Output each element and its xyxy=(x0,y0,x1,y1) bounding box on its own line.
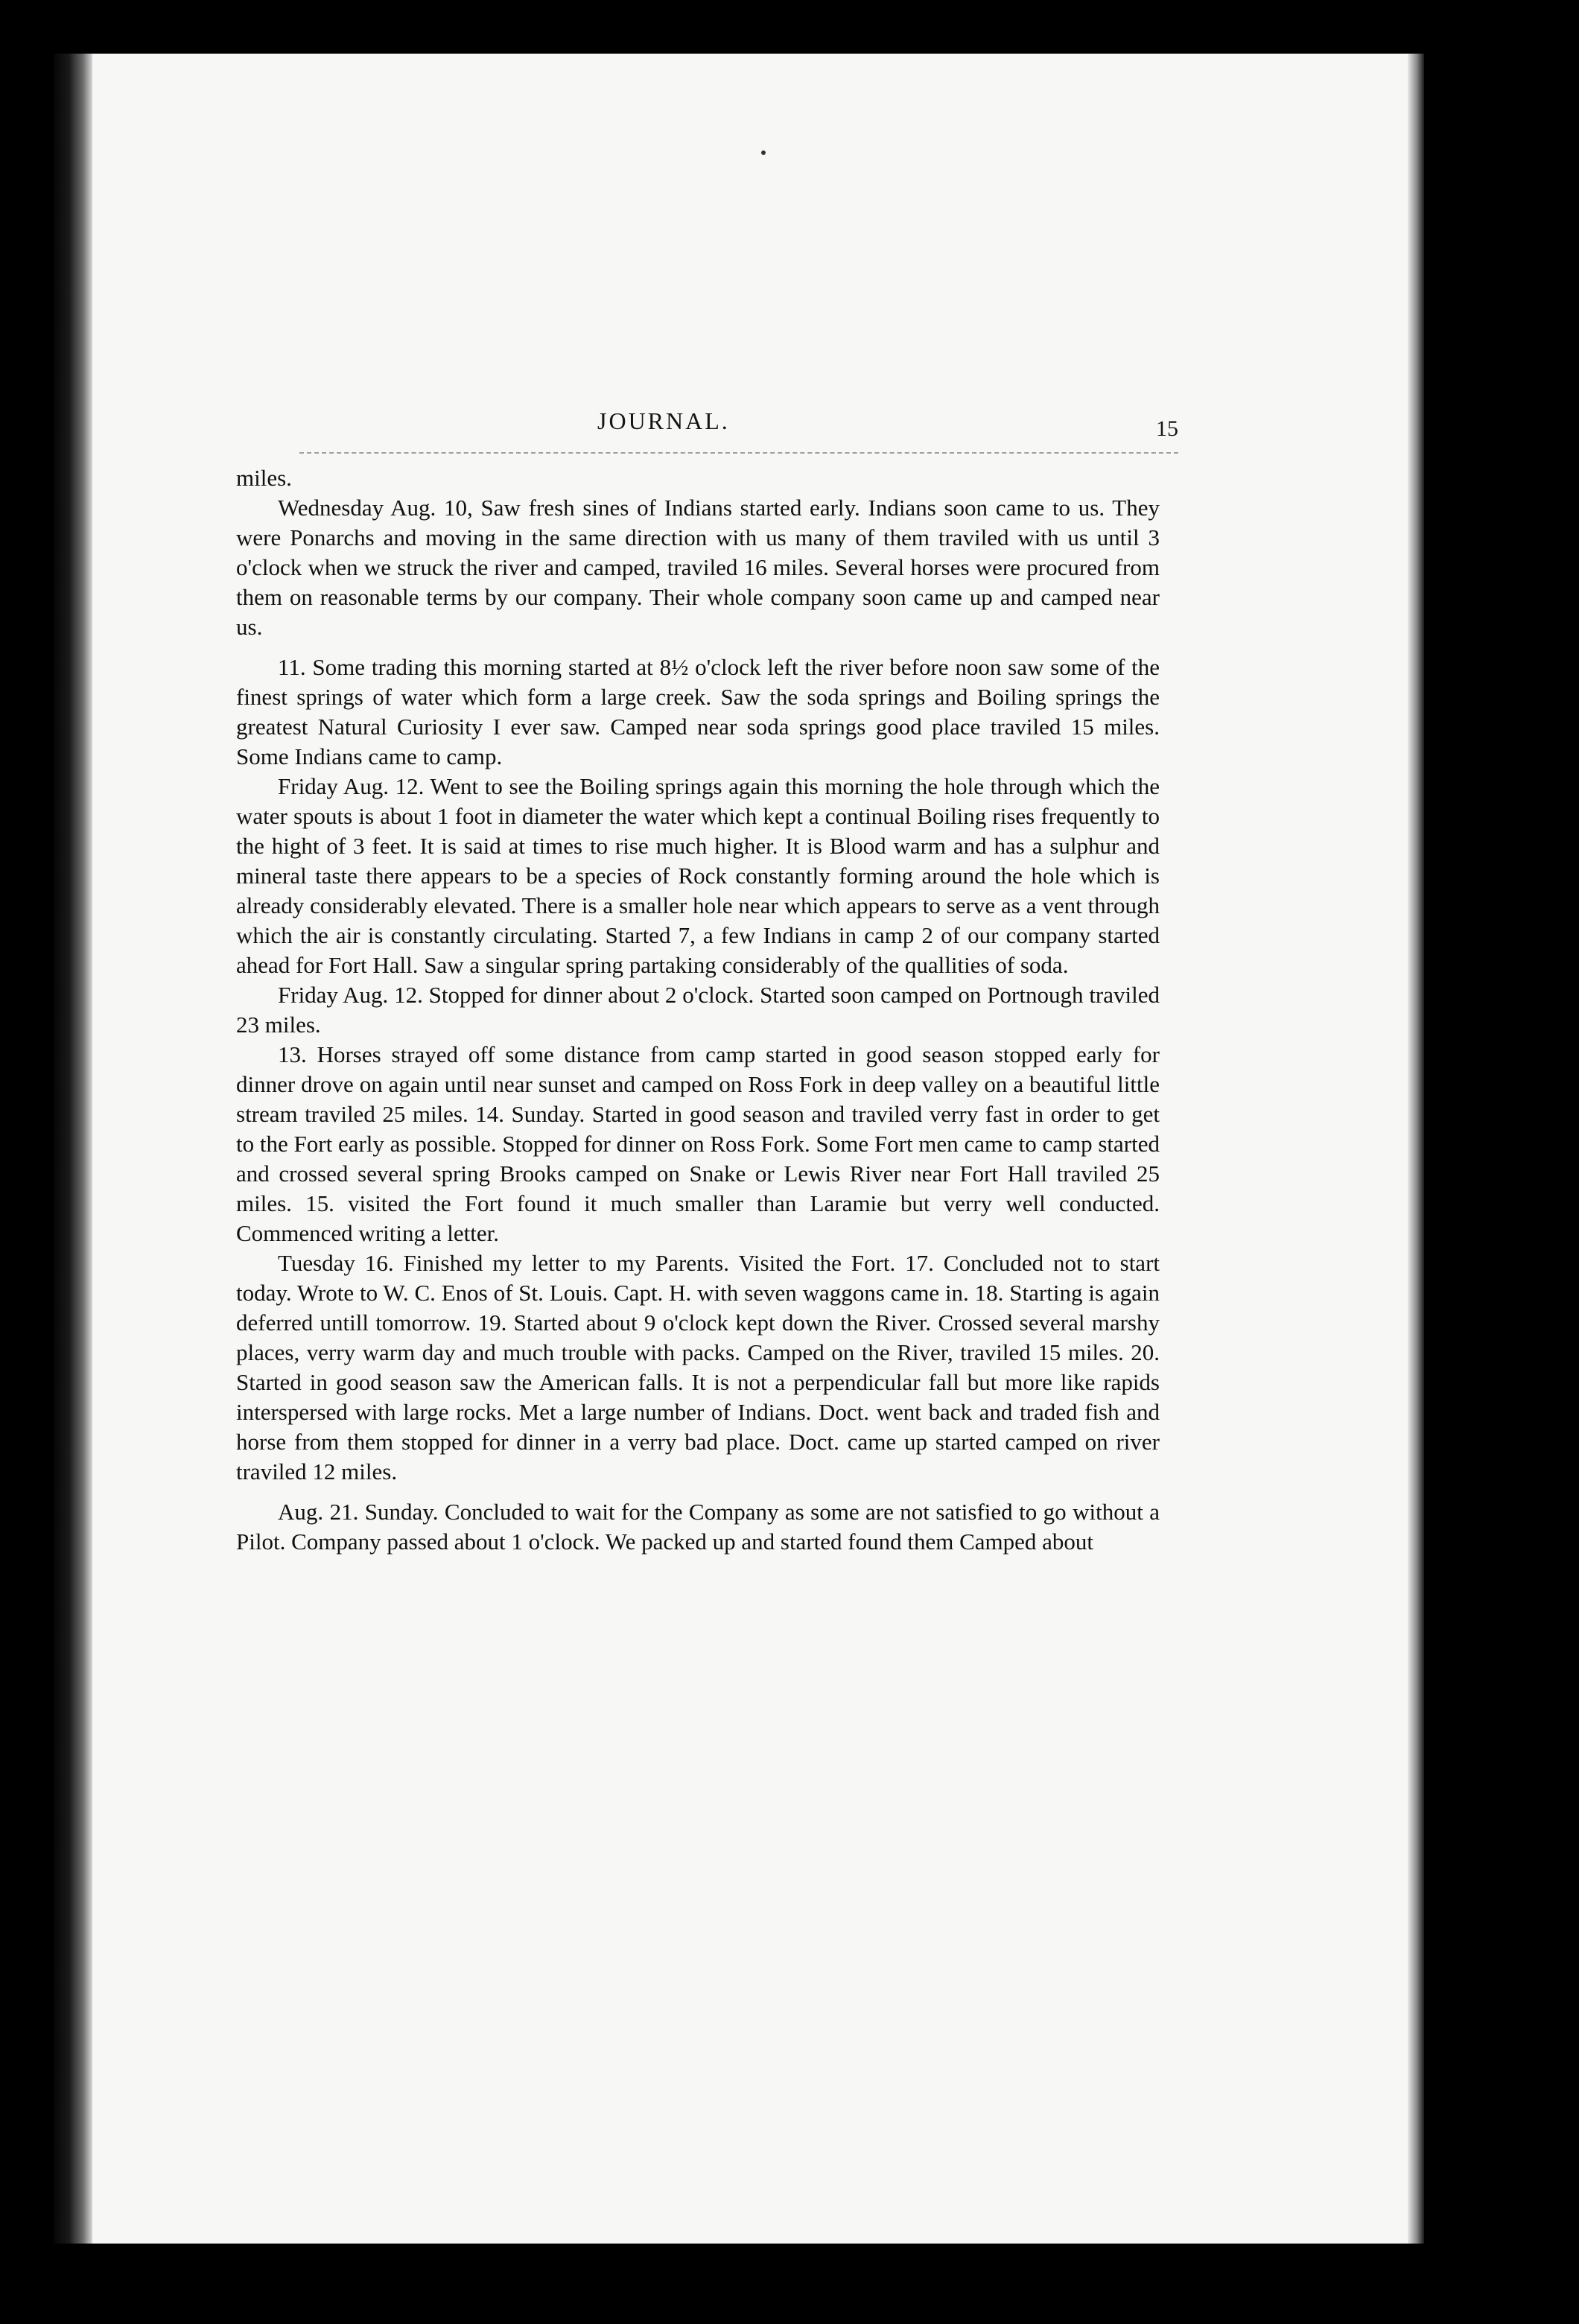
paragraph: 13. Horses strayed off some distance from camp started in good season stopped early for dinner drove on again until near sunset and camped on Ross Fork in deep valley on a beautiful little stream traviled 25 miles. 14. Sunday. Started in good season and traviled verry fast in order to get to the Fort early as possible. Stopped for dinner on Ross Fork. Some Fort men came to camp started and crossed several spring Brooks camped on Snake or Lewis River near Fort Hall traviled 25 miles. 15. visited the Fort found it much smaller than Laramie but verry well conducted. Commenced writing a letter. xyxy=(236,1041,1160,1246)
journal-body xyxy=(236,463,1160,1557)
book-page xyxy=(54,54,1424,2244)
paragraph: Tuesday 16. Finished my letter to my Parents. Visited the Fort. 17. Concluded not to start today. Wrote to W. C. Enos of St. Louis. Capt. H. with seven waggons came in. 18. Starting is again deferred untill tomorrow. 19. Started about 9 o'clock kept down the River. Crossed several marshy places, verry warm day and much trouble with packs. Camped on the River, traviled 15 miles. 20. Started in good season saw the American falls. It is not a perpendicular fall but more like rapids interspersed with large rocks. Met a large number of Indians. Doct. went back and traded fish and horse from them stopped for dinner in a verry bad place. Doct. came up started camped on river traviled 12 miles. xyxy=(236,1250,1160,1485)
paragraph: 11. Some trading this morning started at 8½ o'clock left the river before noon saw some of the finest springs of water which form a large creek. Saw the soda springs and Boiling springs the greatest Natural Curiosity I ever saw. Camped near soda springs good place traviled 15 miles. Some Indians came to camp. xyxy=(236,654,1160,769)
running-head xyxy=(240,348,1178,460)
page-number: 15 xyxy=(1156,416,1178,441)
ink-speck xyxy=(761,150,766,155)
paragraph: Wednesday Aug. 10, Saw fresh sines of Indians started early. Indians soon came to us. They were Ponarchs and moving in the same direction with us many of them traviled with us until 3 o'clock when we struck the river and camped, traviled 16 miles. Several horses were procured from them on reasonable terms by our company. Their whole company soon came up and camped near us. xyxy=(236,495,1160,640)
paragraph: Friday Aug. 12. Went to see the Boiling springs again this morning the hole through which the water spouts is about 1 foot in diameter the water which kept a continual Boiling rises frequently to the hight of 3 feet. It is said at times to rise much higher. It is Blood warm and has a sulphur and mineral taste there appears to be a species of Rock constantly forming around the hole which is already considerably elevated. There is a smaller hole near which appears to serve as a vent through which the air is constantly circulating. Started 7, a few Indians in camp 2 of our company started ahead for Fort Hall. Saw a singular spring partaking considerably of the quallities of soda. xyxy=(236,773,1160,978)
header-rule xyxy=(299,452,1178,454)
running-title: JOURNAL. xyxy=(597,407,730,434)
page-spine-shadow xyxy=(54,54,92,2244)
paragraph: Aug. 21. Sunday. Concluded to wait for the Company as some are not satisfied to go without a Pilot. Company passed about 1 o'clock. We packed up and started found them Camped about xyxy=(236,1499,1160,1555)
paragraph: Friday Aug. 12. Stopped for dinner about 2 o'clock. Started soon camped on Portnough traviled 23 miles. xyxy=(236,982,1160,1038)
paragraph: miles. xyxy=(236,465,292,491)
page-edge-shadow xyxy=(1408,54,1424,2244)
